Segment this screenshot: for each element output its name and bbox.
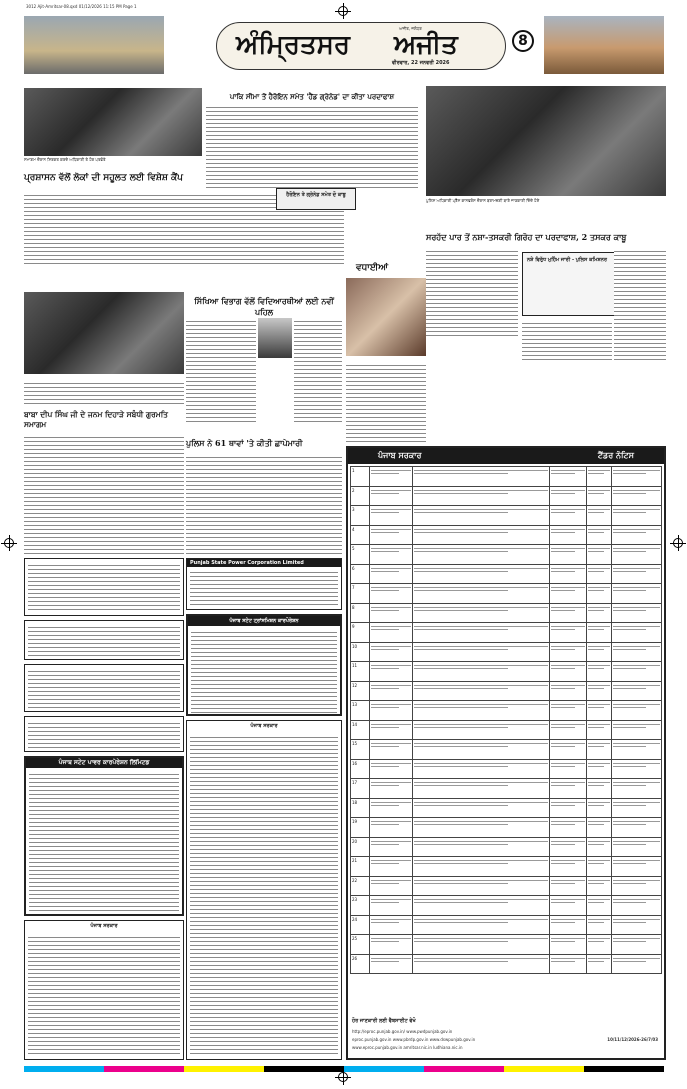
left-ad-4 — [24, 716, 184, 752]
tender-cell — [413, 564, 550, 584]
article-body-cross-border-2 — [522, 320, 612, 360]
tender-cell — [550, 740, 587, 760]
tender-row — [351, 584, 662, 604]
tender-row — [351, 896, 662, 916]
tender-cell — [587, 876, 612, 896]
tender-row — [351, 837, 662, 857]
tender-row-number: 20 — [351, 837, 370, 857]
tender-cell — [369, 486, 413, 506]
tender-row-number: 24 — [351, 915, 370, 935]
article-body-education-1 — [186, 318, 256, 422]
tender-cell — [612, 857, 662, 877]
article-body-cross-border-1 — [426, 248, 518, 336]
tender-cell — [612, 779, 662, 799]
tender-cell — [612, 896, 662, 916]
article-body-gurmat — [24, 434, 184, 554]
highlight-box-text: ਨਸ਼ੇ ਵਿਰੁੱਧ ਮੁਹਿੰਮ ਜਾਰੀ - ਪੁਲਿਸ ਕਮਿਸ਼ਨਰ — [527, 257, 607, 263]
tender-notice-header — [348, 448, 664, 464]
tender-cell — [413, 701, 550, 721]
tender-row — [351, 642, 662, 662]
tender-cell — [369, 759, 413, 779]
tender-cell — [413, 681, 550, 701]
tender-row-number: 3 — [351, 506, 370, 526]
tender-table — [350, 466, 662, 974]
tender-cell — [413, 623, 550, 643]
tender-row-number: 5 — [351, 545, 370, 565]
registration-mark-left — [4, 538, 14, 548]
tender-cell — [369, 701, 413, 721]
tender-row — [351, 779, 662, 799]
left-ad-1 — [24, 558, 184, 616]
registration-mark-bottom — [338, 1072, 348, 1082]
tender-cell — [587, 467, 612, 487]
headline-police-raids: ਪੁਲਿਸ ਨੇ 61 ਥਾਵਾਂ 'ਤੇ ਕੀਤੀ ਛਾਪੇਮਾਰੀ — [186, 438, 303, 448]
page-number: 8 — [512, 30, 534, 52]
tender-row-number: 15 — [351, 740, 370, 760]
tender-cell — [369, 915, 413, 935]
tender-cell — [369, 935, 413, 955]
tender-row — [351, 467, 662, 487]
tender-row-number: 13 — [351, 701, 370, 721]
tender-ref: 10/11/12/2026-26/7/03 — [607, 1037, 658, 1042]
tender-cell — [612, 798, 662, 818]
tender-cell — [413, 584, 550, 604]
tender-cell — [612, 486, 662, 506]
tender-cell — [413, 896, 550, 916]
tender-cell — [550, 486, 587, 506]
tender-row — [351, 740, 662, 760]
tender-cell — [587, 623, 612, 643]
article-body-education-2 — [294, 318, 342, 422]
tender-row — [351, 798, 662, 818]
tender-cell — [587, 896, 612, 916]
tender-cell — [587, 486, 612, 506]
tender-cell — [413, 740, 550, 760]
tender-cell — [587, 525, 612, 545]
tender-cell — [413, 915, 550, 935]
tender-cell — [587, 818, 612, 838]
tender-row — [351, 701, 662, 721]
ceremony-photo — [24, 292, 184, 374]
tender-row — [351, 818, 662, 838]
tender-cell — [413, 603, 550, 623]
tender-cell — [612, 876, 662, 896]
punjab-sarkar-ad-left-body — [28, 934, 180, 1056]
tender-cell — [413, 798, 550, 818]
ceremony-caption-lines — [24, 380, 184, 404]
left-ad-2 — [24, 620, 184, 660]
tender-row-number: 26 — [351, 954, 370, 974]
tender-footer-1: ਹੋਰ ਜਾਣਕਾਰੀ ਲਈ ਵੈਬਸਾਈਟ ਵੇਖੋ — [352, 1018, 416, 1024]
tender-cell — [413, 818, 550, 838]
tender-cell — [413, 954, 550, 974]
headline-cross-border: ਸਰਹੱਦ ਪਾਰ ਤੋਂ ਨਸ਼ਾ-ਤਸਕਰੀ ਗਿਰੋਹ ਦਾ ਪਰਦਾਫਾਸ਼, 2 ਤਸਕਰ ਕਾਬੂ — [426, 232, 627, 242]
punjab-sarkar-ad-left — [24, 920, 184, 1060]
tender-cell — [612, 818, 662, 838]
tender-row-number: 17 — [351, 779, 370, 799]
tender-cell — [587, 701, 612, 721]
tender-cell — [369, 467, 413, 487]
tender-cell — [612, 837, 662, 857]
tender-row-number: 9 — [351, 623, 370, 643]
pstcl-ad — [186, 614, 342, 716]
tender-cell — [550, 467, 587, 487]
left-ad-3-body — [28, 668, 180, 708]
tender-cell — [369, 954, 413, 974]
tender-cell — [369, 779, 413, 799]
article-body-birthday — [346, 362, 426, 442]
tender-cell — [413, 837, 550, 857]
tender-cell — [612, 525, 662, 545]
tender-notice — [346, 446, 666, 1060]
masthead-edition: ਅਜੀਤ, ਜਲੰਧਰ — [399, 26, 422, 31]
tender-cell — [612, 642, 662, 662]
tender-cell — [369, 837, 413, 857]
tender-cell — [550, 818, 587, 838]
tender-cell — [550, 779, 587, 799]
tender-cell — [413, 467, 550, 487]
tender-row-number: 12 — [351, 681, 370, 701]
registration-mark-top — [338, 6, 348, 16]
headline-heroin-grenade: ਪਾਕਿ ਸੀਮਾ ਤੋਂ ਹੈਰੋਇਨ ਸਮੇਤ 'ਹੈਂਡ ਗ੍ਰੇਨੇਡ' ਦਾ ਕੀਤਾ ਪਰਦਾਫਾਸ਼ — [229, 92, 395, 101]
tender-row — [351, 857, 662, 877]
tender-row — [351, 876, 662, 896]
golden-temple-image — [24, 16, 164, 74]
tender-cell — [550, 623, 587, 643]
color-bar — [24, 1066, 664, 1072]
tender-cell — [612, 740, 662, 760]
tender-cell — [587, 759, 612, 779]
birthday-title: ਵਧਾਈਆਂ — [356, 263, 389, 273]
left-ad-4-body — [28, 720, 180, 748]
masthead-title-right: ਅਜੀਤ — [394, 30, 458, 60]
tender-cell — [550, 681, 587, 701]
portrait-photo — [258, 318, 292, 358]
tender-row — [351, 720, 662, 740]
group-photo — [24, 88, 202, 156]
punjab-sarkar-ad-left-title: ਪੰਜਾਬ ਸਰਕਾਰ — [90, 923, 118, 929]
tender-cell — [587, 779, 612, 799]
tender-cell — [587, 720, 612, 740]
tender-cell — [369, 603, 413, 623]
pspcl-ad-body — [190, 569, 338, 607]
heritage-building-image — [544, 16, 664, 74]
tender-row — [351, 486, 662, 506]
tender-cell — [587, 584, 612, 604]
tender-row-number: 25 — [351, 935, 370, 955]
headline-education: ਸਿੱਖਿਆ ਵਿਭਾਗ ਵੱਲੋਂ ਵਿਦਿਆਰਥੀਆਂ ਲਈ ਨਵੀਂ ਪਹਿਲ — [194, 296, 334, 317]
tender-cell — [612, 954, 662, 974]
tender-cell — [369, 818, 413, 838]
tender-table-wrap — [348, 464, 664, 976]
tender-cell — [369, 896, 413, 916]
tender-cell — [369, 642, 413, 662]
tender-cell — [369, 564, 413, 584]
tender-row-number: 2 — [351, 486, 370, 506]
headline-camp: ਪ੍ਰਸ਼ਾਸਨ ਵੱਲੋਂ ਲੋਕਾਂ ਦੀ ਸਹੂਲਤ ਲਈ ਵਿਸ਼ੇਸ਼ ਕੈਂਪ — [24, 173, 183, 183]
tender-cell — [587, 798, 612, 818]
tender-row — [351, 545, 662, 565]
group-photo-caption: ਸਮਾਗਮ ਦੌਰਾਨ ਸ਼ਿਰਕਤ ਕਰਦੇ ਅਧਿਕਾਰੀ ਤੇ ਹੋਰ ਪਤਵੰਤੇ — [24, 157, 106, 162]
tender-header-left: ਪੰਜਾਬ ਸਰਕਾਰ — [378, 451, 422, 460]
tender-footer-3: eproc.punjab.gov.in www.pbrdp.gov.in www.dswpunjab.gov.in — [352, 1037, 476, 1042]
tender-cell — [369, 623, 413, 643]
tender-row — [351, 525, 662, 545]
tender-row — [351, 506, 662, 526]
tender-row — [351, 681, 662, 701]
tender-row-number: 18 — [351, 798, 370, 818]
tender-cell — [550, 525, 587, 545]
masthead-date: ਵੀਰਵਾਰ, 22 ਜਨਵਰੀ 2026 — [392, 60, 450, 66]
tender-cell — [550, 584, 587, 604]
tender-cell — [369, 720, 413, 740]
tender-row-number: 7 — [351, 584, 370, 604]
tender-cell — [550, 642, 587, 662]
tender-cell — [587, 545, 612, 565]
tender-cell — [550, 954, 587, 974]
tender-cell — [413, 506, 550, 526]
print-slug: 3012 Ajit-Amritsar-08.qxd 01/12/2026 11:15 PM Page 1 — [26, 4, 137, 9]
tender-cell — [369, 584, 413, 604]
pstcl-ad-title: ਪੰਜਾਬ ਸਟੇਟ ਟ੍ਰਾਂਸਮਿਸ਼ਨ ਕਾਰਪੋਰੇਸ਼ਨ — [188, 616, 340, 626]
tender-cell — [612, 603, 662, 623]
tender-cell — [413, 720, 550, 740]
tender-header-right: ਟੈਂਡਰ ਨੋਟਿਸ — [597, 451, 634, 460]
tender-row-number: 4 — [351, 525, 370, 545]
tender-cell — [612, 915, 662, 935]
tender-row — [351, 603, 662, 623]
tender-cell — [587, 915, 612, 935]
tender-cell — [612, 720, 662, 740]
left-ad-1-body — [28, 562, 180, 612]
tender-cell — [413, 935, 550, 955]
tender-cell — [550, 876, 587, 896]
tender-cell — [587, 564, 612, 584]
punjab-sarkar-ad-middle-title: ਪੰਜਾਬ ਸਰਕਾਰ — [250, 723, 278, 729]
tender-cell — [550, 798, 587, 818]
masthead-title-left: ਅੰਮ੍ਰਿਤਸਰ — [236, 30, 351, 60]
tender-row — [351, 935, 662, 955]
tender-cell — [369, 876, 413, 896]
tender-cell — [369, 506, 413, 526]
tender-cell — [587, 837, 612, 857]
tender-row-number: 23 — [351, 896, 370, 916]
left-ad-3 — [24, 664, 184, 712]
tender-cell — [550, 506, 587, 526]
tender-cell — [413, 876, 550, 896]
tender-cell — [612, 935, 662, 955]
tender-row — [351, 954, 662, 974]
tender-row-number: 21 — [351, 857, 370, 877]
tender-row-number: 16 — [351, 759, 370, 779]
tender-row — [351, 759, 662, 779]
article-body-cross-border-3 — [614, 248, 666, 360]
tender-cell — [587, 954, 612, 974]
tender-row-number: 19 — [351, 818, 370, 838]
tender-cell — [413, 759, 550, 779]
pspcl-tender-ad-body — [29, 771, 179, 911]
quote-box — [276, 188, 356, 210]
tender-cell — [587, 740, 612, 760]
tender-cell — [612, 506, 662, 526]
tender-cell — [550, 720, 587, 740]
tender-cell — [413, 525, 550, 545]
headline-gurmat-samagam: ਬਾਬਾ ਦੀਪ ਸਿੰਘ ਜੀ ਦੇ ਜਨਮ ਦਿਹਾੜੇ ਸਬੰਧੀ ਗੁਰਮਤਿ ਸਮਾਗਮ — [24, 410, 168, 429]
tender-cell — [612, 564, 662, 584]
tender-cell — [550, 662, 587, 682]
tender-cell — [413, 545, 550, 565]
tender-cell — [413, 642, 550, 662]
tender-cell — [612, 545, 662, 565]
police-press-photo — [426, 86, 666, 196]
punjab-sarkar-ad-middle-body — [190, 734, 338, 1056]
tender-cell — [550, 545, 587, 565]
tender-cell — [550, 896, 587, 916]
tender-row — [351, 915, 662, 935]
article-body-raids — [186, 454, 342, 554]
tender-cell — [587, 506, 612, 526]
tender-row-number: 1 — [351, 467, 370, 487]
tender-cell — [612, 701, 662, 721]
tender-row — [351, 623, 662, 643]
tender-cell — [413, 486, 550, 506]
tender-cell — [587, 662, 612, 682]
tender-cell — [369, 857, 413, 877]
tender-cell — [369, 525, 413, 545]
tender-cell — [413, 662, 550, 682]
pspcl-ad — [186, 558, 342, 610]
tender-cell — [587, 935, 612, 955]
tender-cell — [550, 857, 587, 877]
quote-box-text: ਹੈਰੋਇਨ ਤੇ ਗ੍ਰੇਨੇਡ ਸਮੇਤ ਦੋ ਕਾਬੂ — [286, 192, 346, 198]
tender-cell — [587, 603, 612, 623]
tender-cell — [612, 467, 662, 487]
pspcl-tender-ad — [24, 756, 184, 916]
tender-row-number: 8 — [351, 603, 370, 623]
tender-cell — [587, 857, 612, 877]
tender-row — [351, 662, 662, 682]
tender-cell — [612, 662, 662, 682]
tender-row-number: 22 — [351, 876, 370, 896]
masthead — [24, 16, 664, 74]
tender-cell — [413, 779, 550, 799]
tender-row-number: 6 — [351, 564, 370, 584]
tender-cell — [587, 681, 612, 701]
birthday-photo — [346, 278, 426, 356]
pspcl-ad-title: Punjab State Power Corporation Limited — [187, 559, 341, 567]
tender-cell — [550, 701, 587, 721]
tender-cell — [369, 798, 413, 818]
tender-cell — [612, 584, 662, 604]
tender-row — [351, 564, 662, 584]
tender-cell — [550, 564, 587, 584]
police-photo-caption: ਪੁਲਿਸ ਅਧਿਕਾਰੀ ਪ੍ਰੈੱਸ ਕਾਨਫਰੰਸ ਦੌਰਾਨ ਬਰਾਮਦਗੀ ਬਾਰੇ ਜਾਣਕਾਰੀ ਦਿੰਦੇ ਹੋਏ — [426, 198, 540, 203]
tender-cell — [550, 935, 587, 955]
tender-cell — [612, 623, 662, 643]
left-ad-2-body — [28, 624, 180, 656]
registration-mark-right — [673, 538, 683, 548]
tender-footer-2: http://eproc.punjab.gov.in/ www.pwdpunjab.gov.in — [352, 1029, 453, 1034]
tender-row-number: 11 — [351, 662, 370, 682]
tender-cell — [550, 837, 587, 857]
tender-cell — [369, 662, 413, 682]
tender-row-number: 14 — [351, 720, 370, 740]
tender-cell — [550, 915, 587, 935]
tender-cell — [413, 857, 550, 877]
tender-row-number: 10 — [351, 642, 370, 662]
tender-cell — [587, 642, 612, 662]
tender-cell — [369, 681, 413, 701]
article-body-heroin — [206, 104, 418, 190]
tender-cell — [612, 759, 662, 779]
tender-cell — [550, 603, 587, 623]
pstcl-ad-body — [191, 629, 337, 713]
tender-cell — [369, 740, 413, 760]
tender-cell — [369, 545, 413, 565]
pspcl-tender-ad-title: ਪੰਜਾਬ ਸਟੇਟ ਪਾਵਰ ਕਾਰਪੋਰੇਸ਼ਨ ਲਿਮਿਟਡ — [26, 758, 182, 768]
tender-cell — [550, 759, 587, 779]
punjab-sarkar-ad-middle — [186, 720, 342, 1060]
tender-cell — [612, 681, 662, 701]
tender-footer-4: www.eproc.punjab.gov.in amritsar.nic.in ludhiana.nic.in — [352, 1045, 463, 1050]
